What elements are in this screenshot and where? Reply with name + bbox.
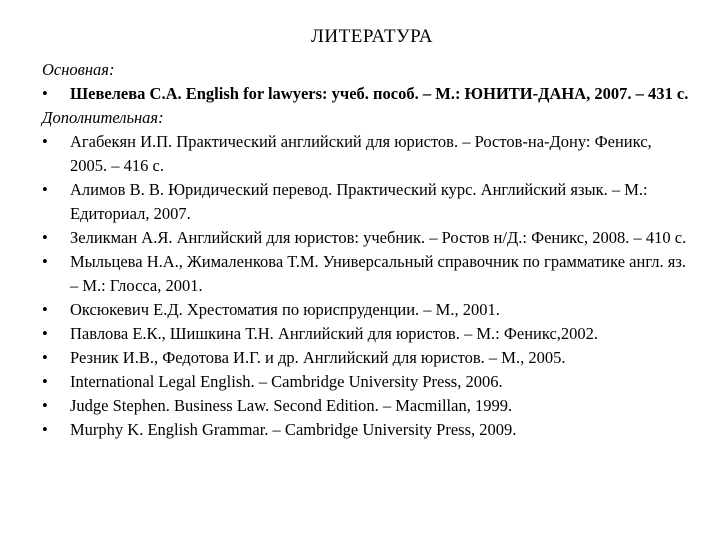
bullet-icon: • bbox=[42, 228, 48, 247]
extra-reference-item bbox=[42, 298, 692, 322]
reference-text: Зеликман А.Я. Английский для юристов: учебник. – Ростов н/Д.: Феникс, 2008. – 410 с. bbox=[70, 228, 687, 247]
bullet-icon: • bbox=[42, 348, 48, 367]
main-section-label: Основная: bbox=[42, 60, 115, 79]
main-reference-item bbox=[42, 82, 692, 106]
extra-section-label: Дополнительная: bbox=[42, 108, 164, 127]
bullet-icon: • bbox=[42, 180, 48, 199]
extra-reference-item bbox=[42, 346, 692, 370]
bullet-icon: • bbox=[42, 372, 48, 391]
extra-reference-item bbox=[42, 130, 692, 178]
extra-reference-item bbox=[42, 394, 692, 418]
reference-text: Алимов В. В. Юридический перевод. Практический курс. Английский язык. – М.: Едиториал, 2007. bbox=[70, 180, 648, 223]
reference-text: Шевелева С.А. English for lawyers: учеб. пособ. – М.: ЮНИТИ-ДАНА, 2007. – 431 с. bbox=[70, 84, 689, 103]
extra-reference-item bbox=[42, 226, 692, 250]
extra-reference-item bbox=[42, 178, 692, 226]
extra-reference-item bbox=[42, 322, 692, 346]
bullet-icon: • bbox=[42, 324, 48, 343]
reference-list bbox=[42, 58, 692, 442]
bullet-icon: • bbox=[42, 252, 48, 271]
reference-text: Murphy K. English Grammar. – Cambridge University Press, 2009. bbox=[70, 420, 517, 439]
bullet-icon: • bbox=[42, 84, 48, 103]
reference-text: Оксюкевич Е.Д. Хрестоматия по юриспруденции. – М., 2001. bbox=[70, 300, 500, 319]
reference-text: Мыльцева Н.А., Жималенкова Т.М. Универсальный справочник по грамматике англ. яз. – М.: Глосса, 2001. bbox=[70, 252, 686, 295]
reference-text: Judge Stephen. Business Law. Second Edition. – Macmillan, 1999. bbox=[70, 396, 513, 415]
bullet-icon: • bbox=[42, 300, 48, 319]
reference-text: International Legal English. – Cambridge University Press, 2006. bbox=[70, 372, 503, 391]
bullet-icon: • bbox=[42, 132, 48, 151]
page-title: ЛИТЕРАТУРА bbox=[311, 26, 433, 47]
reference-text: Павлова Е.К., Шишкина Т.Н. Английский для юристов. – М.: Феникс,2002. bbox=[70, 324, 599, 343]
extra-reference-item bbox=[42, 418, 692, 442]
extra-reference-item bbox=[42, 250, 692, 298]
reference-text: Резник И.В., Федотова И.Г. и др. Английский для юристов. – М., 2005. bbox=[70, 348, 566, 367]
bullet-icon: • bbox=[42, 396, 48, 415]
extra-reference-item bbox=[42, 370, 692, 394]
bullet-icon: • bbox=[42, 420, 48, 439]
reference-text: Агабекян И.П. Практический английский для юристов. – Ростов-на-Дону: Феникс, 2005. – 416 с. bbox=[70, 132, 652, 175]
